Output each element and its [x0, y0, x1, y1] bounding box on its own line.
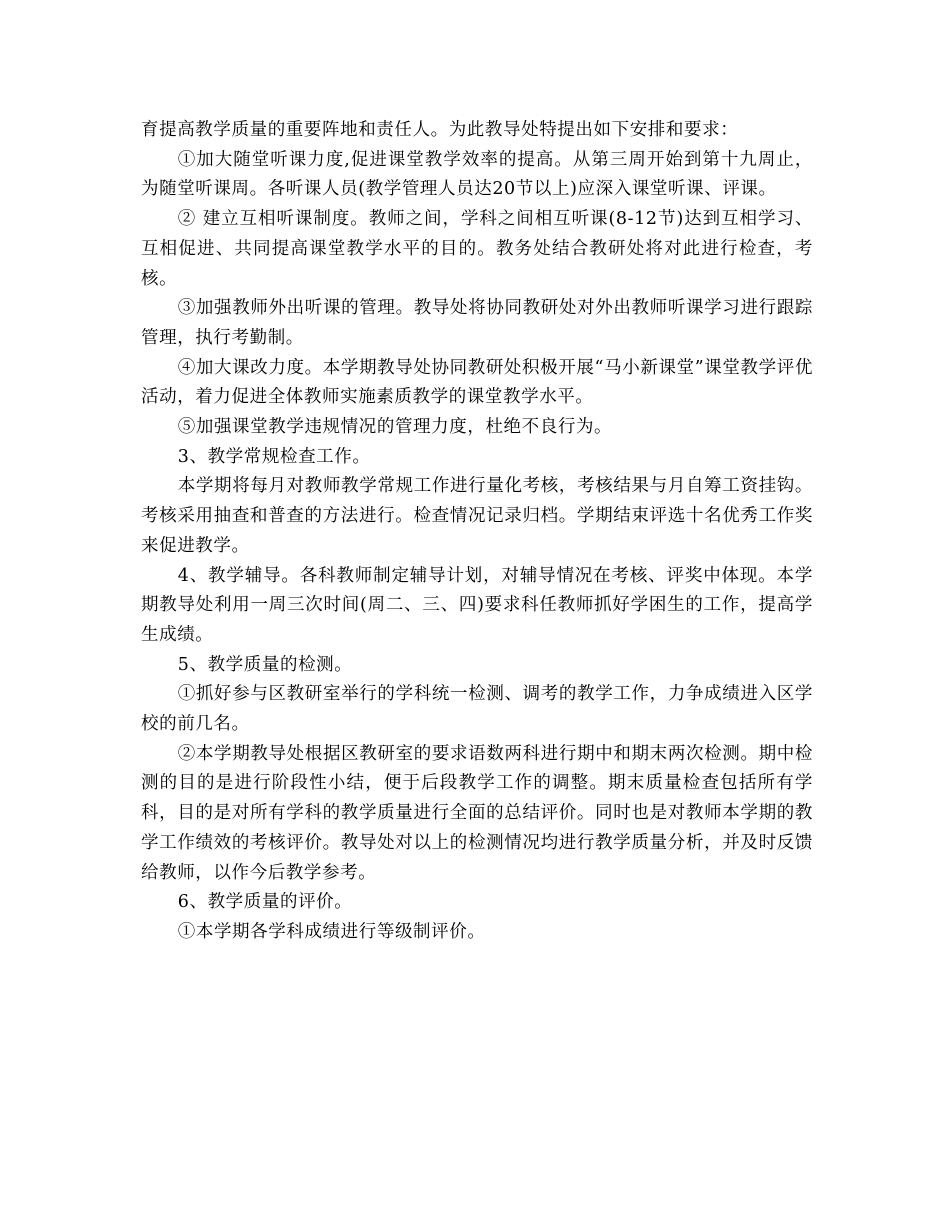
paragraph-routine-check: 本学期将每月对教师教学常规工作进行量化考核，考核结果与月自筹工资挂钩。考核采用抽查和普查的方法进行。检查情况记录归档。学期结束评选十名优秀工作奖来促进教学。 [141, 476, 813, 556]
paragraph-item-1: ①加大随堂听课力度,促进课堂教学效率的提高。从第三周开始到第十九周止，为随堂听课周。各听课人员(教学管理人员达20节以上)应深入课堂听课、评课。 [141, 149, 813, 200]
paragraph-continuation: 育提高教学质量的重要阵地和责任人。为此教导处特提出如下安排和要求： [141, 120, 739, 140]
paragraph-evaluation-item-1: ①本学期各学科成绩进行等级制评价。 [177, 921, 486, 942]
section-heading-4: 4、教学辅导。各科教师制定辅导计划，对辅导情况在考核、评奖中体现。本学期教导处利用一周三次时间(周二、三、四)要求科任教师抓好学困生的工作，提高学生成绩。 [141, 565, 813, 645]
paragraph-test-item-1: ①抓好参与区教研室举行的学科统一检测、调考的教学工作，力争成绩进入区学校的前几名。 [141, 684, 813, 735]
document-body [141, 116, 813, 948]
paragraph-item-5: ⑤加强课堂教学违规情况的管理力度，杜绝不良行为。 [177, 417, 613, 438]
paragraph-test-item-2: ②本学期教导处根据区教研室的要求语数两科进行期中和期末两次检测。期中检测的目的是进行阶段性小结，便于后段教学工作的调整。期末质量检查包括所有学科，目的是对所有学科的教学质量进行全面的总结评价。同时也是对教师本学期的教学工作绩效的考核评价。教导处对以上的检测情况均进行教学质量分析，并及时反馈给教师，以作今后教学参考。 [141, 743, 813, 883]
paragraph-item-2: ② 建立互相听课制度。教师之间，学科之间相互听课(8-12节)达到互相学习、互相促进、共同提高课堂教学水平的目的。教务处结合教研处将对此进行检查，考核。 [141, 209, 813, 289]
paragraph-item-3: ③加强教师外出听课的管理。教导处将协同教研处对外出教师听课学习进行跟踪管理，执行考勤制。 [141, 298, 813, 348]
section-heading-5: 5、教学质量的检测。 [177, 654, 353, 675]
paragraph-item-4: ④加大课改力度。本学期教导处协同教研处积极开展“马小新课堂”课堂教学评优活动，着力促进全体教师实施素质教学的课堂教学水平。 [141, 357, 813, 408]
section-heading-3: 3、教学常规检查工作。 [177, 446, 371, 467]
section-heading-6: 6、教学质量的评价。 [177, 892, 353, 913]
